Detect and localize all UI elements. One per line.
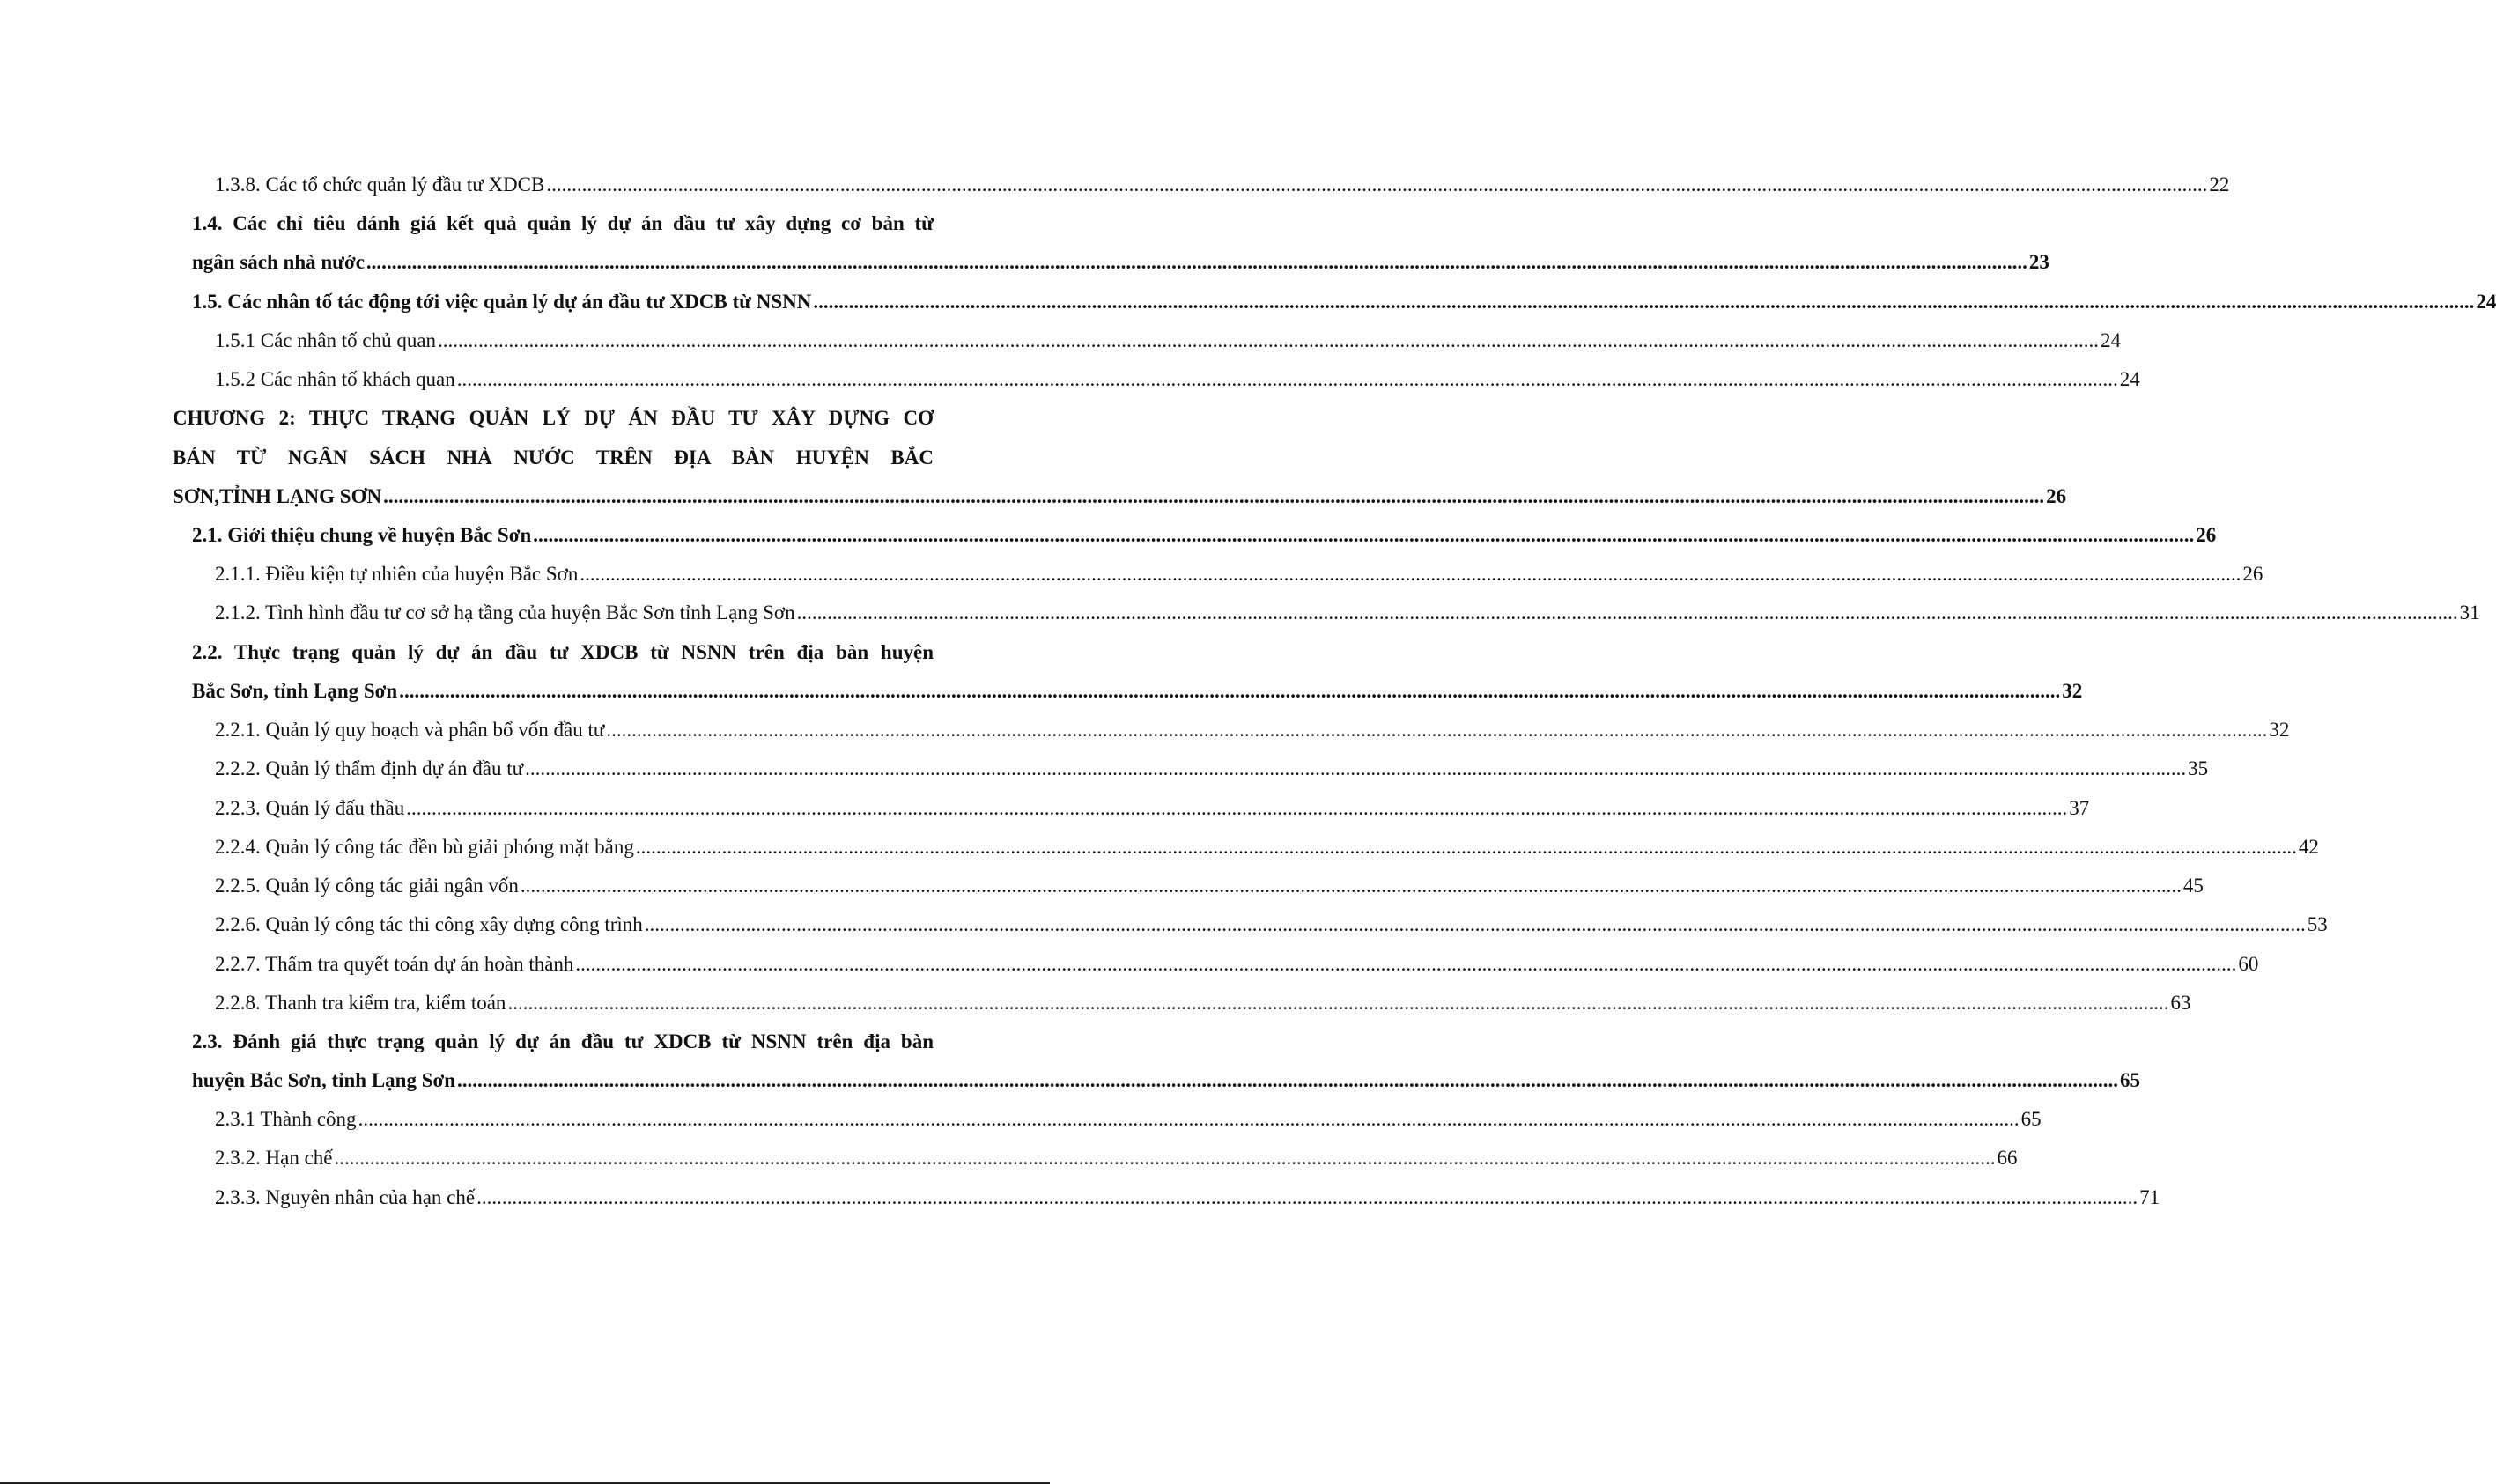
toc-leader-dots (335, 1145, 1996, 1171)
toc-entry-1-5[interactable] (192, 289, 2496, 315)
toc-entry-title: 2.2.7. Thẩm tra quyết toán dự án hoàn thành (215, 953, 574, 975)
toc-entry-2-2-4[interactable] (215, 834, 2319, 860)
toc-leader-dots (606, 717, 2267, 743)
toc-entry-title: 2.2.5. Quản lý công tác giải ngân vốn (215, 875, 519, 897)
toc-page-number: 24 (2476, 291, 2496, 313)
toc-entry-1-3-8[interactable] (215, 172, 2230, 198)
toc-leader-dots (645, 912, 2306, 938)
toc-page-number: 31 (2459, 602, 2480, 624)
toc-leader-dots (521, 873, 2182, 899)
toc-leader-dots (438, 328, 2099, 354)
toc-leader-dots (476, 1185, 2138, 1211)
toc-entry-2-2-8[interactable] (215, 990, 2191, 1016)
toc-leader-dots (533, 522, 2194, 549)
toc-leader-dots (575, 951, 2236, 978)
toc-entry-2-1-1[interactable] (215, 561, 2263, 587)
toc-page-number: 23 (2028, 251, 2049, 273)
toc-entry-1-4[interactable] (192, 249, 2049, 276)
toc-page-number: 65 (2120, 1069, 2141, 1091)
toc-page-number: 22 (2209, 174, 2230, 196)
toc-entry-2-2-3[interactable] (215, 795, 2090, 822)
toc-page-number: 60 (2238, 953, 2259, 975)
toc-leader-dots (580, 561, 2241, 587)
toc-leader-dots (636, 834, 2297, 860)
toc-entry-2-2-7[interactable] (215, 951, 2259, 978)
toc-entry-title: Bắc Sơn, tỉnh Lạng Sơn (192, 680, 398, 702)
toc-leader-dots (358, 1106, 2020, 1133)
toc-page-number: 32 (2269, 719, 2290, 741)
toc-entry-1-4-line1[interactable]: 1.4. Các chỉ tiêu đánh giá kết quả quản lý dự án đầu tư xây dựng cơ bản từ (192, 212, 934, 234)
toc-page-number: 66 (1997, 1147, 2018, 1169)
toc-entry-2-3-line1[interactable]: 2.3. Đánh giá thực trạng quản lý dự án đầu tư XDCB từ NSNN trên địa bàn (192, 1030, 934, 1052)
toc-page-number: 65 (2020, 1108, 2042, 1130)
toc-leader-dots (366, 249, 2027, 276)
toc-page-number: 42 (2298, 836, 2319, 858)
toc-chapter-2-line2[interactable]: BẢN TỪ NGÂN SÁCH NHÀ NƯỚC TRÊN ĐỊA BÀN HUYỆN BẮC (173, 447, 934, 469)
toc-leader-dots (457, 366, 2118, 393)
toc-entry-2-2-6[interactable] (215, 912, 2328, 938)
toc-page-number: 63 (2170, 992, 2191, 1014)
toc-page-number: 71 (2139, 1186, 2160, 1208)
toc-entry-2-2-5[interactable] (215, 873, 2204, 899)
toc-entry-title: 1.5.2 Các nhân tố khách quan (215, 368, 455, 390)
toc-entry-title: 2.3.3. Nguyên nhân của hạn chế (215, 1186, 476, 1208)
toc-entry-2-3-1[interactable] (215, 1106, 2042, 1133)
toc-entry-title: 1.5.1 Các nhân tố chủ quan (215, 329, 437, 351)
toc-entry-title: 2.1.1. Điều kiện tự nhiên của huyện Bắc Sơn (215, 563, 579, 585)
toc-entry-title: 2.1.2. Tình hình đầu tư cơ sở hạ tầng của huyện Bắc Sơn tỉnh Lạng Sơn (215, 602, 795, 624)
toc-entry-2-3-3[interactable] (215, 1185, 2160, 1211)
toc-leader-dots (546, 172, 2207, 198)
toc-entry-2-3-2[interactable] (215, 1145, 2018, 1171)
toc-entry-title: 2.3.2. Hạn chế (215, 1147, 333, 1169)
toc-leader-dots (797, 600, 2458, 626)
toc-leader-dots (507, 990, 2168, 1016)
toc-entry-2-2[interactable] (192, 678, 2083, 705)
toc-page-number: 37 (2069, 797, 2090, 819)
toc-page-number: 35 (2188, 757, 2209, 779)
toc-entry-title: 2.3.1 Thành công (215, 1108, 357, 1130)
toc-page-number: 26 (2242, 563, 2263, 585)
toc-entry-title: huyện Bắc Sơn, tỉnh Lạng Sơn (192, 1069, 456, 1091)
toc-leader-dots (813, 289, 2474, 315)
toc-page-number: 24 (2101, 329, 2122, 351)
toc-entry-title: 2.1. Giới thiệu chung về huyện Bắc Sơn (192, 524, 532, 546)
toc-chapter-2-line1[interactable]: CHƯƠNG 2: THỰC TRẠNG QUẢN LÝ DỰ ÁN ĐẦU TƯ XÂY DỰNG CƠ (173, 407, 934, 429)
toc-page-number: 45 (2182, 875, 2204, 897)
toc-chapter-2[interactable] (173, 484, 2067, 510)
toc-entry-title: ngân sách nhà nước (192, 251, 365, 273)
toc-entry-title: SƠN,TỈNH LẠNG SƠN (173, 485, 382, 507)
toc-page-number: 53 (2307, 913, 2328, 935)
toc-entry-2-1[interactable] (192, 522, 2217, 549)
toc-entry-2-3[interactable] (192, 1067, 2141, 1094)
toc-entry-title: 1.5. Các nhân tố tác động tới việc quản lý dự án đầu tư XDCB từ NSNN (192, 291, 812, 313)
toc-leader-dots (383, 484, 2044, 510)
toc-entry-title: 2.2.3. Quản lý đấu thầu (215, 797, 405, 819)
toc-entry-title: 2.2.1. Quản lý quy hoạch và phân bổ vốn đầu tư (215, 719, 605, 741)
toc-entry-title: 1.3.8. Các tổ chức quản lý đầu tư XDCB (215, 174, 545, 196)
toc-page-number: 26 (2046, 485, 2067, 507)
toc-leader-dots (399, 678, 2060, 705)
toc-entry-title: 2.2.2. Quản lý thẩm định dự án đầu tư (215, 757, 524, 779)
toc-leader-dots (457, 1067, 2118, 1094)
toc-entry-2-2-2[interactable] (215, 756, 2209, 782)
toc-entry-1-5-1[interactable] (215, 328, 2122, 354)
toc-entry-2-2-1[interactable] (215, 717, 2290, 743)
toc-leader-dots (525, 756, 2186, 782)
toc-entry-title: 2.2.6. Quản lý công tác thi công xây dựng công trình (215, 913, 643, 935)
toc-page-number: 32 (2062, 680, 2083, 702)
toc-entry-title: 2.2.4. Quản lý công tác đền bù giải phóng mặt bằng (215, 836, 634, 858)
toc-page-number: 26 (2196, 524, 2217, 546)
toc-entry-2-2-line1[interactable]: 2.2. Thực trạng quản lý dự án đầu tư XDCB từ NSNN trên địa bàn huyện (192, 641, 934, 663)
toc-entry-title: 2.2.8. Thanh tra kiểm tra, kiểm toán (215, 992, 506, 1014)
toc-leader-dots (406, 795, 2067, 822)
toc-entry-2-1-2[interactable] (215, 600, 2480, 626)
toc-entry-1-5-2[interactable] (215, 366, 2140, 393)
toc-page-number: 24 (2119, 368, 2140, 390)
